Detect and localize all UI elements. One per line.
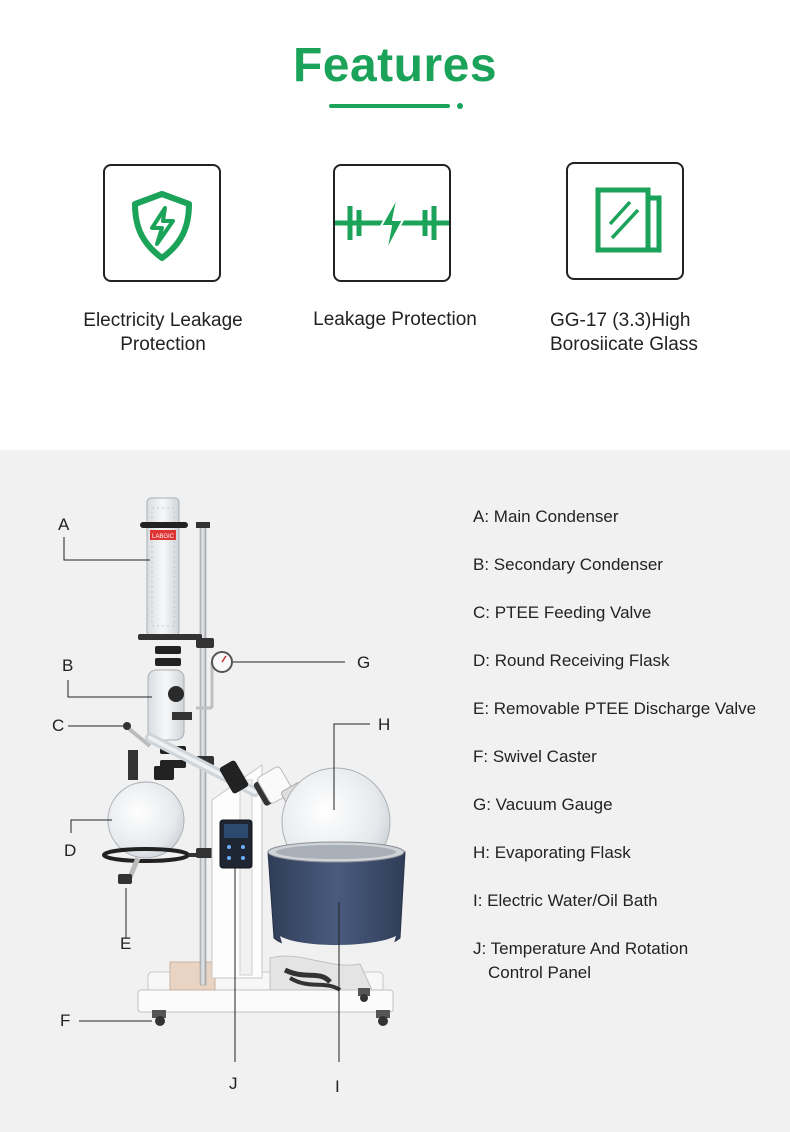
feature-label-leakage-protection bbox=[300, 308, 490, 332]
spec-item-b: B: Secondary Condenser bbox=[473, 555, 663, 574]
spec-item-i: I: Electric Water/Oil Bath bbox=[473, 891, 658, 910]
feeding-valve bbox=[123, 722, 150, 746]
spec-item-g: G: Vacuum Gauge bbox=[473, 795, 613, 814]
callout-f: F bbox=[60, 1011, 71, 1030]
feature-label-line: Protection bbox=[120, 334, 206, 355]
callout-g: G bbox=[357, 653, 371, 672]
callout-a: A bbox=[58, 515, 70, 534]
callout-c: C bbox=[52, 716, 65, 735]
water-oil-bath bbox=[268, 842, 405, 959]
spec-item-j-continued: Control Panel bbox=[488, 963, 592, 982]
spec-item-e: E: Removable PTEE Discharge Valve bbox=[473, 699, 757, 718]
feature-label-line: Electricity Leakage bbox=[83, 310, 243, 331]
callout-e: E bbox=[120, 934, 132, 953]
callout-j: J bbox=[229, 1074, 238, 1093]
page-title: Features bbox=[292, 39, 498, 92]
bolt-connector-icon bbox=[335, 166, 449, 280]
feature-card-electricity-leakage bbox=[103, 164, 221, 282]
callout-i: I bbox=[335, 1077, 340, 1096]
callout-b: B bbox=[62, 656, 74, 675]
callout-h: H bbox=[378, 715, 391, 734]
feature-label-electricity-leakage bbox=[77, 309, 249, 357]
glass-pane-icon bbox=[568, 164, 682, 278]
brand-label: LABGIC bbox=[151, 534, 175, 540]
main-condenser bbox=[138, 498, 202, 666]
control-panel bbox=[220, 820, 252, 868]
callout-d: D bbox=[64, 841, 77, 860]
feature-card-leakage-protection bbox=[333, 164, 451, 282]
spec-item-f: F: Swivel Caster bbox=[473, 747, 597, 766]
spec-item-c: C: PTEE Feeding Valve bbox=[473, 603, 652, 622]
support-pole bbox=[200, 525, 206, 985]
features-section bbox=[0, 0, 790, 450]
title-underline bbox=[329, 104, 450, 108]
title-underline-dot bbox=[457, 103, 463, 109]
shield-bolt-icon bbox=[105, 166, 219, 280]
spec-item-a: A: Main Condenser bbox=[473, 507, 619, 526]
feature-card-borosilicate-glass bbox=[566, 162, 684, 280]
feature-label-borosilicate-glass bbox=[550, 309, 750, 357]
spec-item-d: D: Round Receiving Flask bbox=[473, 651, 670, 670]
feature-label-line: GG-17 (3.3)High bbox=[550, 310, 691, 331]
feature-label-line: Leakage Protection bbox=[313, 309, 477, 330]
diagram-section bbox=[0, 450, 790, 1132]
spec-item-j: J: Temperature And Rotation bbox=[473, 939, 689, 958]
spec-item-h: H: Evaporating Flask bbox=[473, 843, 631, 862]
base-frame bbox=[138, 956, 393, 1012]
feature-label-line: Borosiicate Glass bbox=[550, 334, 698, 355]
